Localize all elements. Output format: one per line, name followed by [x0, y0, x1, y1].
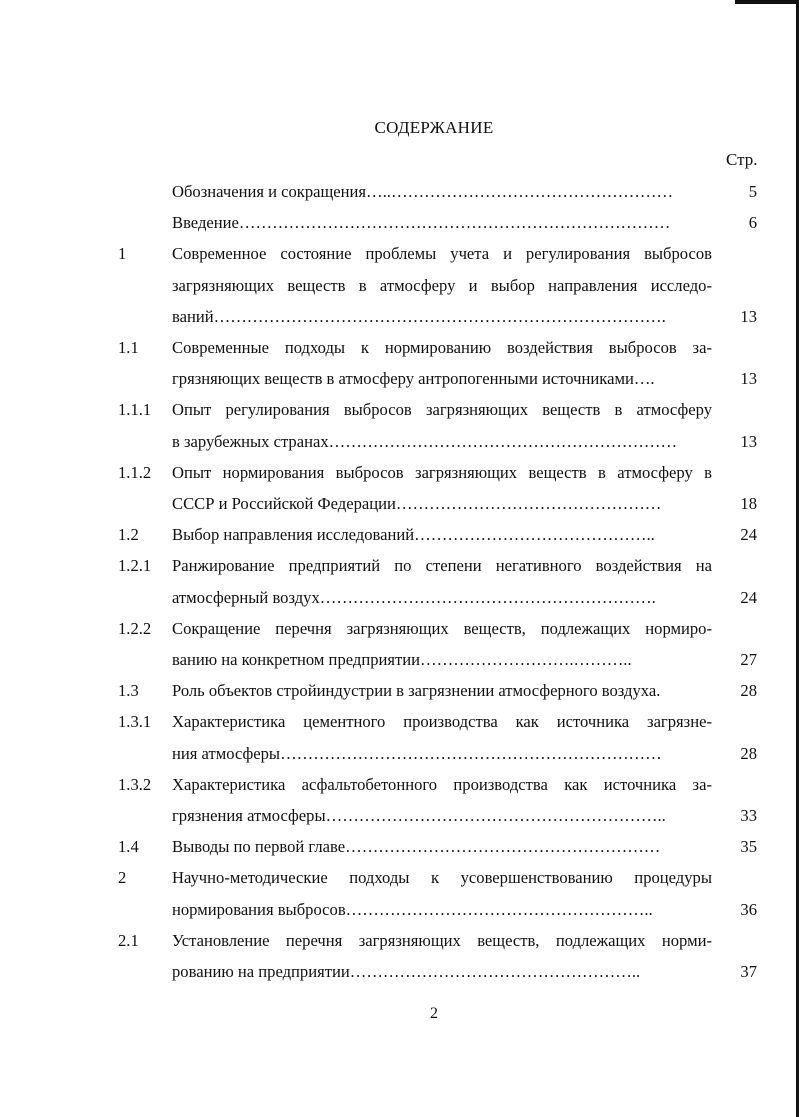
toc-entry-number: 1.4: [118, 837, 139, 857]
toc-entry-page: 27: [740, 650, 757, 669]
toc-entry-page: 13: [740, 431, 757, 451]
toc-entry-text: нормирования выбросов………………………………………………..: [172, 899, 653, 919]
toc-entry-text: Ранжирование предприятий по степени негативного воздействия на: [172, 556, 712, 576]
scan-corner: [735, 0, 799, 4]
toc-entry-text: Характеристика асфальтобетонного производства как источника за-: [172, 774, 712, 794]
toc-entry-number: 1.1.1: [118, 400, 152, 420]
toc-entry-page: 36: [740, 899, 757, 919]
page-title: СОДЕРЖАНИЕ: [374, 118, 494, 137]
toc-entry-text: Характеристика цементного производства как источника загрязне-: [172, 712, 712, 732]
toc-entry-page: 13: [740, 306, 757, 326]
toc-entry-page: 33: [740, 806, 757, 825]
toc-entry-page: 6: [748, 213, 757, 233]
toc-entry-number: 1.1.2: [118, 462, 152, 482]
toc-entry-text: грязнения атмосферы……………………………………………………..: [172, 806, 666, 825]
toc-entry-page: 24: [740, 525, 757, 545]
toc-entry-number: 2.1: [118, 930, 139, 950]
toc-entry-number: 1.2.2: [118, 618, 152, 638]
toc-entry-number: 1.1: [118, 338, 139, 357]
toc-entry-text: СССР и Российской Федерации…………………………………………: [172, 494, 662, 513]
toc-entry-text: Научно-методические подходы к усовершенствованию процедуры: [172, 868, 712, 888]
toc-entry-text: в зарубежных странах………………………………………………………: [172, 431, 678, 451]
toc-entry-text: загрязняющих веществ в атмосферу и выбор направления исследо-: [172, 275, 712, 295]
toc-entry-page: 18: [740, 494, 757, 513]
toc-entry-text: атмосферный воздух…………………………………………………….: [172, 587, 656, 607]
toc-entry-text: грязняющих веществ в атмосферу антропогенными источниками….: [172, 369, 655, 389]
toc-entry-number: 1.2: [118, 525, 139, 545]
toc-entry-text: ваний……………………………………………………………………….: [172, 306, 666, 326]
toc-entry-page: 28: [740, 681, 757, 701]
toc-entry-page: 35: [740, 837, 757, 857]
toc-entry-text: Современное состояние проблемы учета и регулирования выбросов: [172, 244, 712, 264]
toc-entry-text: ния атмосферы……………………………………………………………: [172, 743, 662, 763]
toc-entry-page: 37: [740, 962, 757, 981]
toc-entry-number: 1.2.1: [118, 556, 152, 576]
toc-entry-text: ванию на конкретном предприятии……………………….………..: [172, 650, 632, 669]
toc-entry-text: рованию на предприятии……………………………………………..: [172, 962, 641, 981]
toc-entry-text: Роль объектов стройиндустрии в загрязнении атмосферного воздуха.: [172, 681, 661, 701]
toc-entry-text: Выбор направления исследований……………………………………..: [172, 525, 655, 545]
toc-entry-text: Обозначения и сокращения…..……………………………………………: [172, 182, 674, 201]
page-column-header: Стр.: [726, 150, 758, 169]
toc-entry-page: 24: [740, 587, 757, 607]
toc-entry-number: 1.3: [118, 681, 139, 701]
toc-entry-number: 1.3.2: [118, 774, 152, 794]
toc-entry-number: 1: [118, 244, 127, 264]
page-number: 2: [430, 1005, 438, 1022]
toc-entry-page: 13: [740, 369, 757, 389]
toc-entry-number: 2: [118, 868, 127, 888]
toc-entry-text: Выводы по первой главе…………………………………………………: [172, 837, 661, 857]
toc-entry-text: Введение……………………………………………………………………: [172, 213, 671, 233]
toc-entry-text: Опыт нормирования выбросов загрязняющих веществ в атмосферу в: [172, 462, 712, 482]
toc-entry-text: Современные подходы к нормированию воздействия выбросов за-: [172, 338, 712, 357]
toc-entry-text: Установление перечня загрязняющих веществ, подлежащих норми-: [172, 930, 712, 950]
toc-entry-text: Сокращение перечня загрязняющих веществ, подлежащих нормиро-: [172, 618, 712, 638]
toc-entry-page: 5: [748, 182, 757, 201]
toc-entry-page: 28: [740, 743, 757, 763]
toc-entry-number: 1.3.1: [118, 712, 152, 732]
toc-entry-text: Опыт регулирования выбросов загрязняющих веществ в атмосферу: [172, 400, 712, 420]
